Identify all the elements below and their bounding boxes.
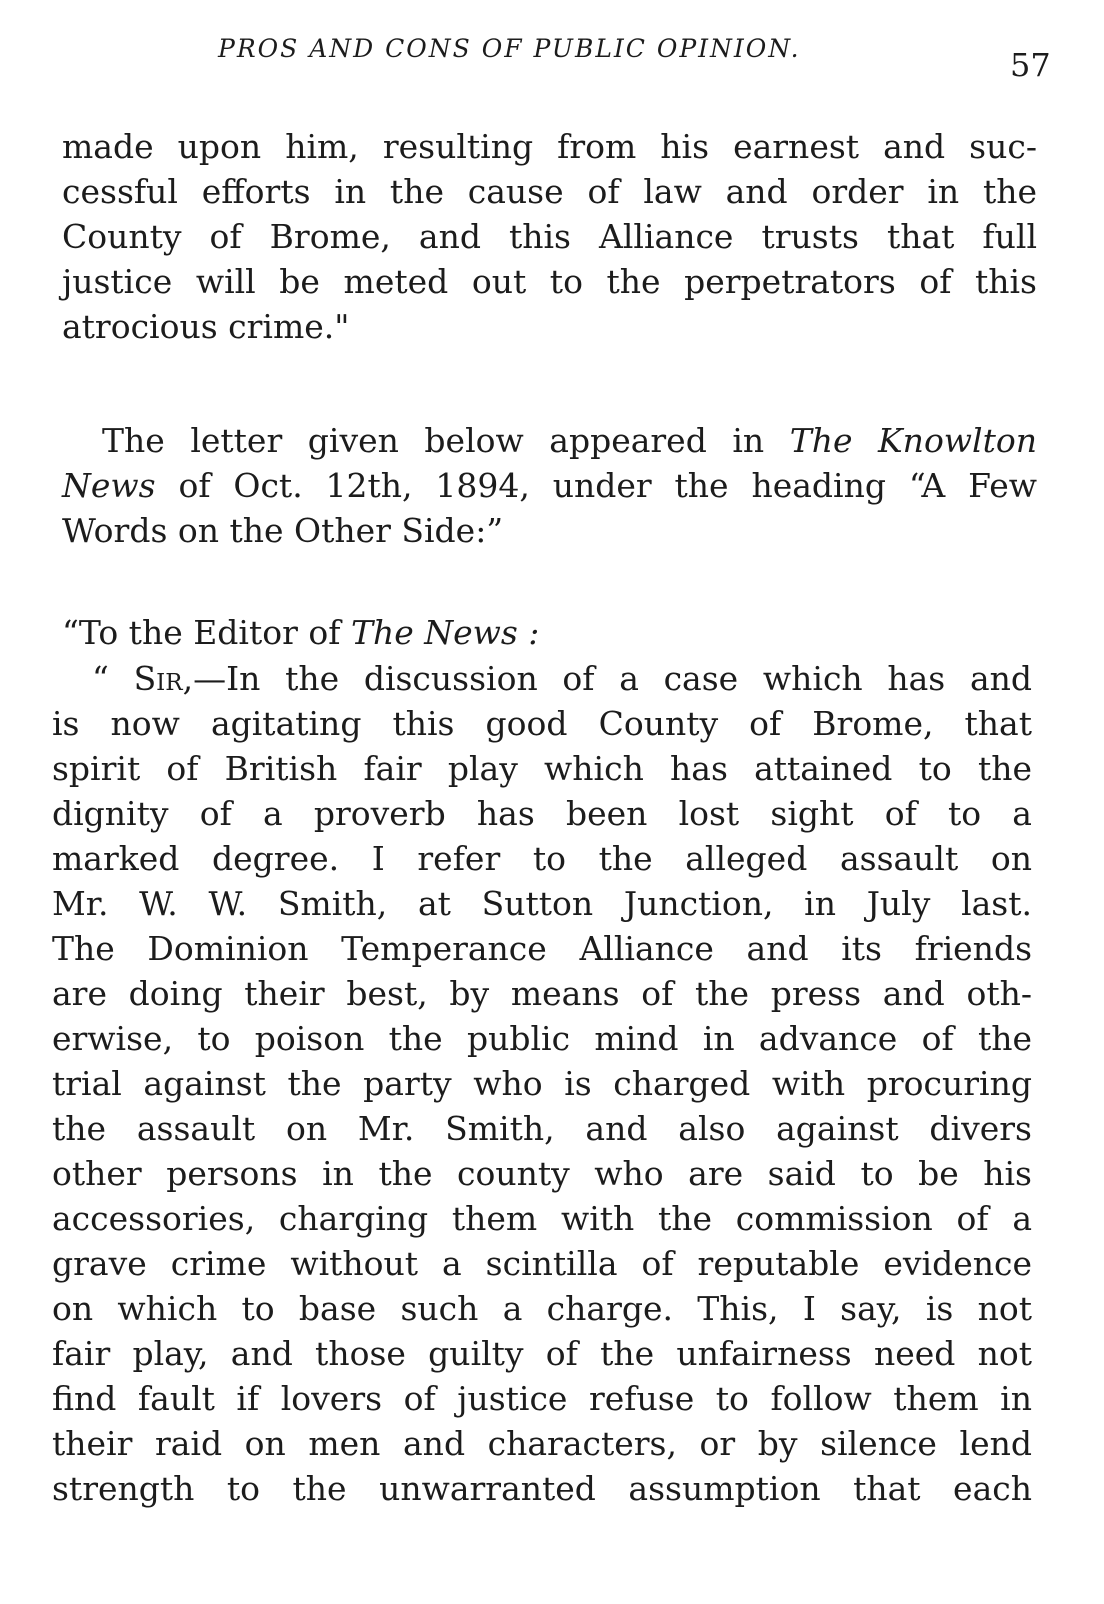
text-line: cessful efforts in the cause of law and order in the <box>62 172 1037 211</box>
text-line: Words on the Other Side:” <box>62 511 504 550</box>
page-number: 57 <box>1010 46 1051 84</box>
text-line: made upon him, resulting from his earnest and suc- <box>62 127 1037 166</box>
intro-text: of Oct. 12th, 1894, under the heading “A Few <box>155 466 1037 505</box>
paragraph-resolution-end <box>62 124 1037 349</box>
text-line: are doing their best, by means of the press and oth- <box>52 974 1032 1013</box>
text-line: The Dominion Temperance Alliance and its friends <box>52 929 1032 968</box>
text-line: find fault if lovers of justice refuse to follow them in <box>52 1379 1032 1418</box>
text-line: other persons in the county who are said to be his <box>52 1154 1032 1193</box>
salutation-sir: Sir <box>133 659 183 698</box>
text-line: is now agitating this good County of Brome, that <box>52 704 1032 743</box>
text-line: accessories, charging them with the commission of a <box>52 1199 1032 1238</box>
text-line: spirit of British fair play which has attained to the <box>52 749 1032 788</box>
paragraph-letter-intro <box>62 418 1037 553</box>
running-title: PROS AND CONS OF PUBLIC OPINION. <box>218 34 801 63</box>
text-line: justice will be meted out to the perpetrators of this <box>62 262 1037 301</box>
salutation-text: “To the Editor of <box>62 613 351 652</box>
text-line: trial against the party who is charged with procuring <box>52 1064 1032 1103</box>
text-line: marked degree. I refer to the alleged assault on <box>52 839 1032 878</box>
text-line: erwise, to poison the public mind in advance of the <box>52 1019 1032 1058</box>
text-line: County of Brome, and this Alliance trusts that full <box>62 217 1037 256</box>
text-line: fair play, and those guilty of the unfairness need not <box>52 1334 1032 1373</box>
newspaper-title: The Knowlton <box>789 421 1037 460</box>
intro-text: The letter given below appeared in <box>102 421 790 460</box>
letter-text: ,—In the discussion of a case which has and <box>182 659 1032 698</box>
text-line: dignity of a proverb has been lost sight of to a <box>52 794 1032 833</box>
text-line <box>52 656 1032 701</box>
opening-quote: “ <box>92 659 134 698</box>
newspaper-title: News <box>62 466 156 505</box>
text-line: on which to base such a charge. This, I say, is not <box>52 1289 1032 1328</box>
letter-salutation <box>62 610 1037 655</box>
text-line: grave crime without a scintilla of reputable evidence <box>52 1244 1032 1283</box>
text-line: their raid on men and characters, or by silence lend <box>52 1424 1032 1463</box>
text-line: strength to the unwarranted assumption that each <box>52 1469 1032 1508</box>
newspaper-title: The News : <box>350 613 540 652</box>
text-line: Mr. W. W. Smith, at Sutton Junction, in July last. <box>52 884 1032 923</box>
text-line <box>62 463 1037 508</box>
text-line: atrocious crime." <box>62 307 350 346</box>
text-line <box>62 610 1037 655</box>
letter-body <box>52 656 1032 1511</box>
text-line: the assault on Mr. Smith, and also against divers <box>52 1109 1032 1148</box>
text-line <box>62 418 1037 463</box>
